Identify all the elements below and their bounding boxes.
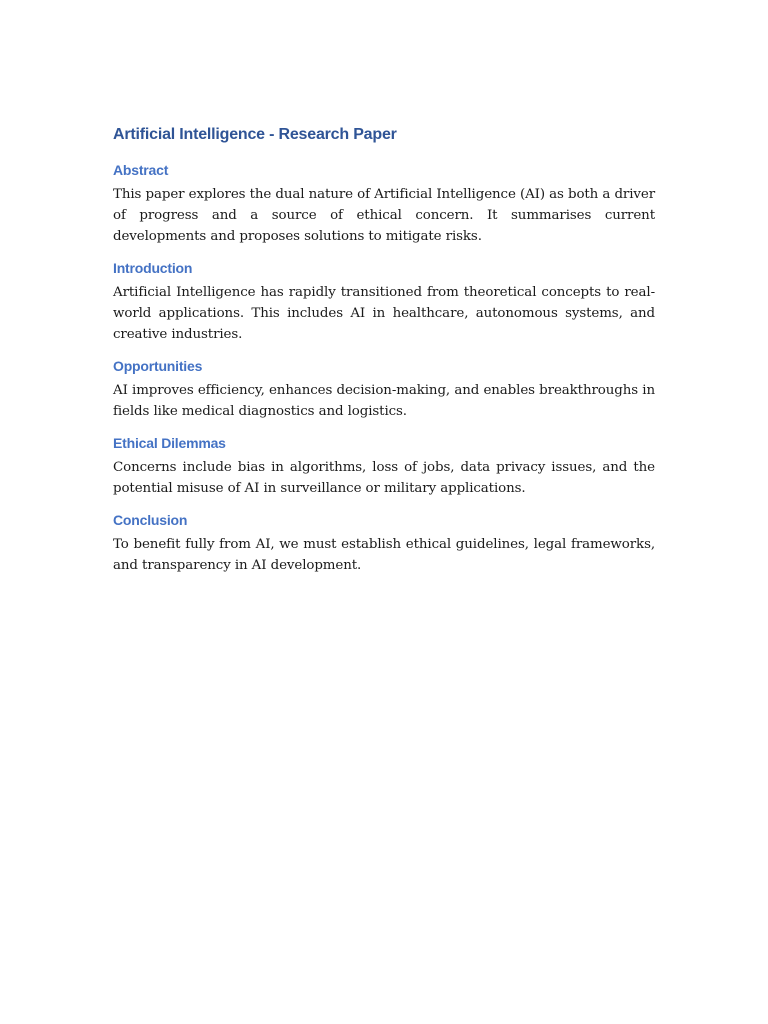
- section-opportunities: [113, 356, 655, 422]
- section-heading-ethical-dilemmas: Ethical Dilemmas: [113, 435, 226, 451]
- section-conclusion: [113, 510, 655, 576]
- section-heading-conclusion: Conclusion: [113, 512, 188, 528]
- section-ethical-dilemmas: [113, 433, 655, 499]
- document-content: [113, 124, 655, 587]
- section-body-opportunities: AI improves efficiency, enhances decision-making, and enables breakthroughs in fields like medical diagnostics and logistics.: [113, 383, 655, 419]
- section-heading-introduction: Introduction: [113, 260, 193, 276]
- section-heading-abstract: Abstract: [113, 162, 169, 178]
- section-abstract: [113, 160, 655, 247]
- document-title: Artificial Intelligence - Research Paper: [113, 126, 397, 143]
- section-body-ethical-dilemmas: Concerns include bias in algorithms, loss of jobs, data privacy issues, and the potential misuse of AI in surveillance or military applications.: [113, 460, 655, 496]
- section-body-conclusion: To benefit fully from AI, we must establish ethical guidelines, legal frameworks, and transparency in AI development.: [113, 537, 655, 573]
- section-body-abstract: This paper explores the dual nature of Artificial Intelligence (AI) as both a driver of progress and a source of ethical concern. It summarises current developments and proposes solutions to mitigate risks.: [113, 187, 655, 244]
- section-body-introduction: Artificial Intelligence has rapidly transitioned from theoretical concepts to real-world applications. This includes AI in healthcare, autonomous systems, and creative industries.: [113, 285, 655, 342]
- section-heading-opportunities: Opportunities: [113, 358, 203, 374]
- section-introduction: [113, 258, 655, 345]
